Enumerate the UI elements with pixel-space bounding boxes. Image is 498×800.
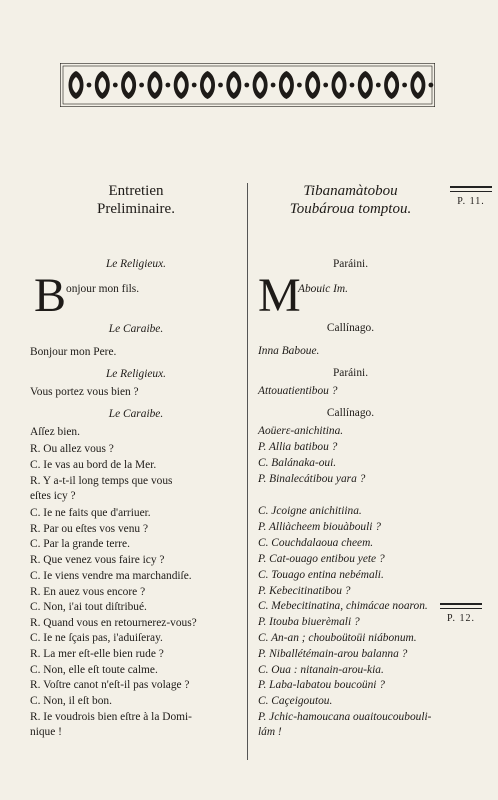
carib-line-text: P. Laba-labatou boucoüni ? <box>258 679 385 691</box>
ornament-dot <box>402 83 407 88</box>
ornament-flourish <box>174 71 189 99</box>
carib-text-line <box>258 384 443 399</box>
carib-text-line <box>258 568 443 583</box>
french-line-text: eſtes icy ? <box>30 490 76 502</box>
french-line-text: R. Quand vous en retournerez-vous? <box>30 617 197 629</box>
carib-heading-line: Tibanamàtobou <box>303 183 398 199</box>
carib-line-text: Callínago. <box>326 407 375 419</box>
french-text-line <box>30 694 242 709</box>
carib-heading-line: Toubároua tomptou. <box>289 201 412 217</box>
french-text-line <box>30 725 242 740</box>
carib-text-line <box>258 344 443 359</box>
carib-text-line <box>258 552 443 567</box>
french-text-line <box>30 537 242 552</box>
french-text-line <box>30 647 242 662</box>
french-line-text: C. Ie vas au bord de la Mer. <box>30 459 157 471</box>
carib-text-line <box>258 504 443 519</box>
french-text-line <box>30 678 242 693</box>
carib-text-line <box>258 599 443 614</box>
carib-text-line <box>258 694 443 709</box>
ornament-flourish <box>147 71 162 99</box>
carib-line-text: C. Jcoigne anichitiina. <box>258 505 362 517</box>
french-text-line <box>30 553 242 568</box>
french-line-text: C. Non, i'ai tout diſtribué. <box>30 601 147 613</box>
carib-text-line <box>258 520 443 535</box>
carib-text-line <box>258 647 443 662</box>
carib-text-line <box>258 269 443 322</box>
ornament-dot <box>271 83 276 88</box>
carib-line-text: P. Allia batibou ? <box>258 441 338 453</box>
ornament-dot <box>376 83 381 88</box>
ornament-dot <box>429 83 434 88</box>
carib-text-line <box>258 631 443 646</box>
decorative-header-ornament <box>60 63 435 107</box>
carib-line-text: Callínago. <box>326 322 375 334</box>
carib-text-line <box>258 406 443 421</box>
carib-line-text: P. Kebecitinatibou ? <box>258 585 351 597</box>
ornament-flourish <box>332 71 347 99</box>
french-line-text: C. Par la grande terre. <box>30 538 130 550</box>
carib-text-line <box>258 663 443 678</box>
french-text-line <box>30 269 242 322</box>
french-line-text: R. Ou allez vous ? <box>30 443 114 455</box>
carib-text-line <box>258 424 443 439</box>
ornament-flourish <box>95 71 110 99</box>
column-divider <box>247 183 248 760</box>
carib-line-text: C. An-an ; chouboütoüi niábonum. <box>258 632 417 644</box>
carib-line-text: P. Jchic-hamoucana ouaitoucoubouli- <box>258 711 432 723</box>
carib-line-text: Paráini. <box>332 367 369 379</box>
carib-drop-cap: M <box>258 269 301 322</box>
ornament-flourish <box>253 71 268 99</box>
ornament-flourish <box>410 71 425 99</box>
french-text-line <box>30 663 242 678</box>
french-text-line <box>30 631 242 646</box>
ornament-flourish <box>121 71 136 99</box>
french-text-line <box>30 710 242 725</box>
ornament-dot <box>192 83 197 88</box>
carib-line-text: Inna Baboue. <box>258 345 320 357</box>
ornament-flourish <box>358 71 373 99</box>
french-text-line <box>30 474 242 489</box>
ornament-dot <box>297 83 302 88</box>
french-line-text: R. Voſtre canot n'eſt-il pas volage ? <box>30 679 190 691</box>
carib-line-text: Aoüerε-anichitina. <box>258 425 344 437</box>
french-text-line <box>30 522 242 537</box>
ornament-dot <box>218 83 223 88</box>
french-line-text: Le Religieux. <box>105 368 167 380</box>
page-marker-label: P. 11. <box>457 196 485 207</box>
carib-text-line <box>258 321 443 336</box>
carib-text-line <box>258 584 443 599</box>
french-text-line <box>30 506 242 521</box>
french-heading <box>30 182 242 218</box>
french-line-text: C. Ie ne ſçais pas, i'aduiſeray. <box>30 632 163 644</box>
carib-text-line <box>258 710 443 725</box>
carib-line-text: Abouic Im. <box>298 283 348 295</box>
ornament-dot <box>166 83 171 88</box>
french-text-line <box>30 322 242 337</box>
french-column <box>30 182 242 738</box>
french-text-line <box>30 585 242 600</box>
french-line-text: onjour mon fils. <box>66 283 140 295</box>
carib-line-text: Attouatientibou ? <box>258 385 338 397</box>
carib-text-line <box>258 615 443 630</box>
ornament-dot <box>244 83 249 88</box>
french-line-text: Le Caraibe. <box>108 408 164 420</box>
french-line-text: C. Non, elle eſt toute calme. <box>30 664 158 676</box>
ornament-flourish <box>226 71 241 99</box>
french-line-text: Vous portez vous bien ? <box>30 386 139 398</box>
french-text-line <box>30 345 242 360</box>
french-line-text: R. Ie voudrois bien eſtre à la Domi- <box>30 711 192 723</box>
french-text-line <box>30 442 242 457</box>
carib-text-line <box>258 678 443 693</box>
french-line-text: C. Ie ne faits que d'arriuer. <box>30 507 151 519</box>
carib-text-line <box>258 456 443 471</box>
french-line-text: C. Ie viens vendre ma marchandiſe. <box>30 570 192 582</box>
french-text-line <box>30 489 242 504</box>
carib-heading <box>258 182 443 218</box>
ornament-dot <box>87 83 92 88</box>
french-text-line <box>30 600 242 615</box>
french-text-line <box>30 425 242 440</box>
french-line-text: R. Y a-t-il long temps que vous <box>30 475 173 487</box>
carib-line-text: C. Caçeigoutou. <box>258 695 333 707</box>
carib-line-text: C. Oua : nitanain-arou-kia. <box>258 664 384 676</box>
french-line-text: R. Que venez vous faire icy ? <box>30 554 165 566</box>
ornament-dot <box>350 83 355 88</box>
carib-line-text: C. Balánaka-oui. <box>258 457 337 469</box>
ornament-flourish <box>69 71 84 99</box>
french-line-text: R. En auez vous encore ? <box>30 586 146 598</box>
french-line-text: C. Non, il eſt bon. <box>30 695 112 707</box>
french-text-line <box>30 407 242 422</box>
carib-line-text: P. Itouba biuerèmali ? <box>258 616 360 628</box>
french-heading-line: Preliminaire. <box>97 201 175 217</box>
french-line-text: Bonjour mon Pere. <box>30 346 117 358</box>
french-drop-cap: B <box>34 269 67 322</box>
carib-line-text: C. Mebecitinatina, chimácae noaron. <box>258 600 428 612</box>
french-text-line <box>30 458 242 473</box>
page-marker-label: P. 12. <box>447 613 475 624</box>
french-text-line <box>30 385 242 400</box>
carib-line-text: P. Niballétémain-arou balanna ? <box>258 648 408 660</box>
french-line-text: Le Caraibe. <box>108 323 164 335</box>
carib-line-text: lám ! <box>258 726 282 738</box>
french-line-text: nique ! <box>30 726 62 738</box>
carib-text-line <box>258 536 443 551</box>
ornament-dot <box>139 83 144 88</box>
french-line-text: R. Par ou eſtes vos venu ? <box>30 523 148 535</box>
french-line-text: Le Religieux. <box>105 258 167 270</box>
carib-text-line <box>258 725 443 740</box>
ornament-flourish <box>200 71 215 99</box>
page-marker <box>440 603 482 624</box>
french-line-text: Aſſez bien. <box>30 426 80 438</box>
carib-line-text: C. Touago entina nebémali. <box>258 569 384 581</box>
french-text-line <box>30 616 242 631</box>
french-text-line <box>30 367 242 382</box>
carib-column <box>258 182 443 738</box>
ornament-dot <box>113 83 118 88</box>
carib-line-text: P. Alliàcheem biouàbouli ? <box>258 521 381 533</box>
page-marker <box>450 186 492 207</box>
french-text-line <box>30 569 242 584</box>
carib-text-line <box>258 440 443 455</box>
ornament-flourish <box>384 71 399 99</box>
carib-line-text: Paráini. <box>332 258 369 270</box>
carib-line-text: P. Binalecátibou yara ? <box>258 473 366 485</box>
carib-text-line <box>258 366 443 381</box>
carib-text-line <box>258 472 443 487</box>
ornament-flourish <box>305 71 320 99</box>
carib-line-text: P. Cat-ouago entibou yete ? <box>258 553 385 565</box>
ornament-flourish <box>279 71 294 99</box>
ornament-dot <box>323 83 328 88</box>
french-line-text: R. La mer eſt-elle bien rude ? <box>30 648 164 660</box>
carib-line-text: C. Couchdalaoua cheem. <box>258 537 374 549</box>
french-heading-line: Entretien <box>108 183 164 199</box>
